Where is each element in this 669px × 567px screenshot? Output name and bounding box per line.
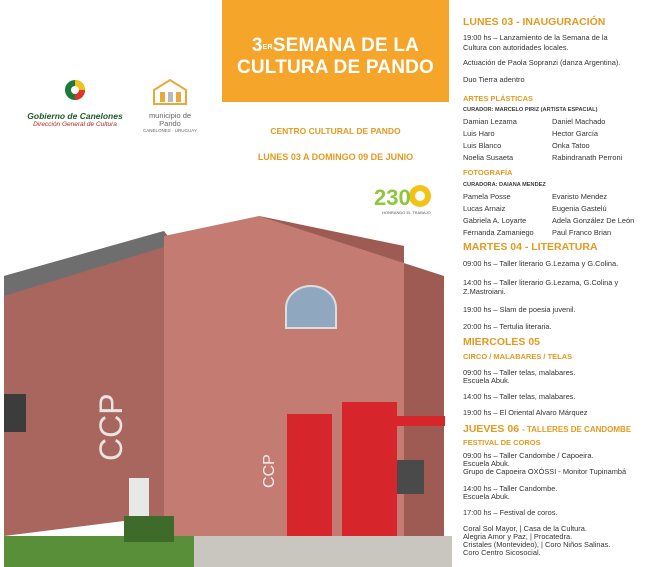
building-photo — [4, 216, 452, 567]
pando-house-icon — [130, 76, 210, 106]
anniversary-badge — [372, 183, 434, 215]
foto-heading: FOTOGRAFÍA — [463, 168, 513, 177]
cultural-center-building-image — [4, 216, 452, 567]
list-item: Paul Franco Brian — [552, 228, 612, 237]
gear-230-icon — [372, 183, 434, 215]
lunes-line-3: Actuación de Paola Sopranzi (danza Argentina). — [463, 58, 621, 67]
miercoles-line-3: 19:00 hs – El Oriental Alvaro Márquez — [463, 408, 588, 417]
miercoles-line-1a: 09:00 hs – Taller telas, malabares. — [463, 368, 576, 377]
foto-curator: CURADORA: DAIANA MENDEZ — [463, 182, 546, 188]
jueves-subheading: FESTIVAL DE COROS — [463, 438, 541, 447]
martes-line-1: 09:00 hs – Taller literario G.Lezama y G.Colina. — [463, 259, 619, 268]
svg-text:HONRANDO EL TRABAJO: HONRANDO EL TRABAJO — [382, 210, 431, 215]
svg-text:230: 230 — [374, 185, 411, 210]
lunes-heading: LUNES 03 - INAUGURACIÓN — [463, 16, 606, 28]
martes-line-4: 20:00 hs – Tertulia literaria. — [463, 322, 552, 331]
list-item: Gabriela A. Loyarte — [463, 216, 527, 225]
canelones-subtitle: Dirección General de Cultura — [33, 121, 117, 128]
list-item: Luis Blanco — [463, 141, 502, 150]
list-item: Noelia Susaeta — [463, 153, 514, 162]
list-item: Rabindranath Perroni — [552, 153, 623, 162]
list-item: Fernanda Zamaniego — [463, 228, 534, 237]
canelones-logo — [20, 78, 130, 128]
artes-curator: CURADOR: MARCELO PIRIZ (ARTISTA ESPACIAL) — [463, 107, 598, 113]
list-item: Damian Lezama — [463, 117, 517, 126]
miercoles-line-2: 14:00 hs – Taller telas, malabares. — [463, 392, 576, 401]
jueves-line-2b: Escuela Abuk. — [463, 492, 510, 501]
event-dates: LUNES 03 A DOMINGO 09 DE JUNIO — [257, 152, 414, 162]
choir-line-4: Coro Centro Sicosocial. — [463, 548, 541, 557]
choir-line-3: Cristales (Montevideo), | Coro Niños Salinas. — [463, 540, 611, 549]
list-item: Hector García — [552, 129, 599, 138]
canelones-emblem-icon — [20, 78, 130, 104]
list-item: Lucas Arnaiz — [463, 204, 506, 213]
canelones-name: Gobierno de Canelones — [27, 111, 123, 121]
lunes-line-2: Cultura con autoridades locales. — [463, 43, 569, 52]
header-title-line1: 3ERSEMANA DE LA — [251, 35, 420, 56]
jueves-line-2a: 14:00 hs – Taller Candombe. — [463, 484, 558, 493]
jueves-line-1a: 09:00 hs – Taller Candombe / Capoeira. — [463, 451, 594, 460]
program-column — [463, 0, 669, 567]
lunes-line-4: Duo Tierra adentro — [463, 75, 525, 84]
list-item: Onka Tatoo — [552, 141, 590, 150]
choir-line-1: Coral Sol Mayor, | Casa de la Cultura. — [463, 524, 587, 533]
pando-name: municipio de Pando — [148, 111, 192, 128]
martes-line-3: 19:00 hs – Slam de poesia juvenil. — [463, 305, 576, 314]
jueves-heading: JUEVES 06 - TALLERES DE CANDOMBE — [463, 423, 632, 435]
header-banner — [222, 0, 449, 102]
header-title-line2: CULTURA DE PANDO — [236, 57, 435, 78]
miercoles-heading: MIERCOLES 05 — [463, 336, 541, 348]
list-item: Eugenia Gastelú — [552, 204, 607, 213]
venue-name: CENTRO CULTURAL DE PANDO — [270, 126, 401, 136]
martes-line-2b: Z.Mastroiani. — [463, 287, 506, 296]
jueves-line-3: 17:00 hs – Festival de coros. — [463, 508, 558, 517]
martes-line-2a: 14:00 hs – Taller literario G.Lezama, G.Colina y — [463, 278, 619, 287]
jueves-line-1b: Escuela Abuk. — [463, 459, 510, 468]
jueves-line-1c: Grupo de Capoeira OXÓSSI - Monitor Tupinambá — [463, 467, 627, 476]
lunes-line-1: 19:00 hs – Lanzamiento de la Semana de la — [463, 33, 608, 42]
svg-text:CCP: CCP — [93, 393, 129, 461]
list-item: Evaristo Mendez — [552, 192, 608, 201]
svg-text:CCP: CCP — [261, 454, 278, 488]
choir-line-2: Alegria Amor y Paz, | Procatedra. — [463, 532, 573, 541]
list-item: Luis Haro — [463, 129, 495, 138]
list-item: Daniel Machado — [552, 117, 606, 126]
pando-logo — [130, 76, 210, 133]
list-item: Adela González De León — [552, 216, 635, 225]
martes-heading: MARTES 04 - LITERATURA — [463, 241, 598, 253]
list-item: Pamela Posse — [463, 192, 511, 201]
miercoles-line-1b: Escuela Abuk. — [463, 376, 510, 385]
pando-subtitle: CANELONES · URUGUAY — [143, 128, 197, 133]
miercoles-subheading: CIRCO / MALABARES / TELAS — [463, 352, 573, 361]
artes-heading: ARTES PLÁSTICAS — [463, 94, 534, 103]
